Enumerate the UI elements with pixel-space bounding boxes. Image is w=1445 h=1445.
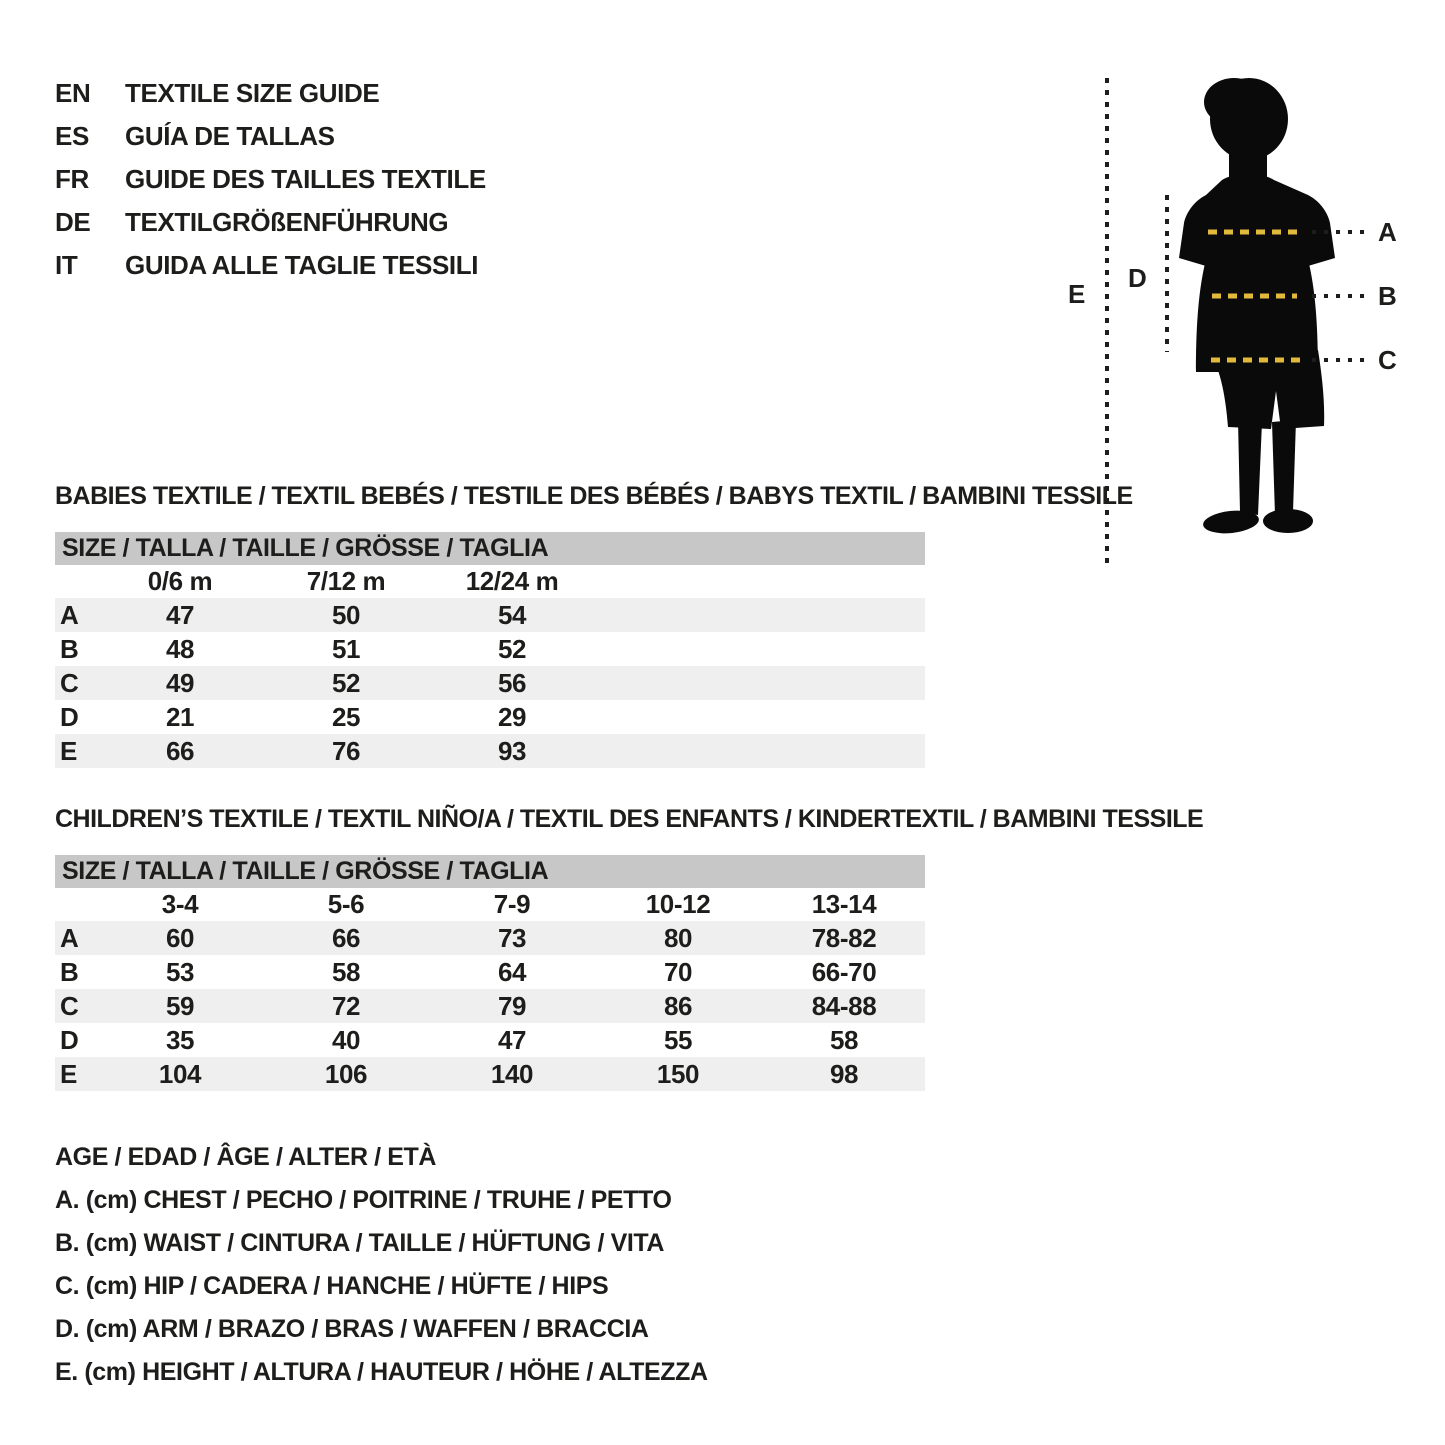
table-cell: 56 — [497, 667, 527, 698]
figure-label-e: E — [1068, 279, 1086, 309]
row-label: C — [60, 990, 79, 1021]
table-row — [55, 1057, 925, 1091]
table-cell: 35 — [165, 1024, 195, 1055]
row-label: C — [60, 667, 79, 698]
table-row — [55, 921, 925, 955]
table-cell: 58 — [829, 1024, 859, 1055]
lang-row-it — [55, 244, 486, 287]
table-cell: 54 — [497, 599, 527, 630]
lang-code-fr: FR — [55, 164, 89, 194]
table-cell: 48 — [165, 633, 195, 664]
table-cell: 70 — [663, 956, 693, 987]
table-cell: 140 — [490, 1058, 534, 1089]
table-cell: 66 — [165, 735, 195, 766]
row-label: A — [60, 599, 79, 630]
row-label: B — [60, 956, 79, 987]
children-col-header: 7-9 — [493, 889, 531, 919]
lang-code-es: ES — [55, 121, 89, 151]
table-cell: 98 — [829, 1058, 859, 1089]
children-col-header: 10-12 — [645, 889, 711, 919]
measurement-legend — [55, 1136, 708, 1394]
table-cell: 55 — [663, 1024, 693, 1055]
table-cell: 25 — [331, 701, 361, 732]
table-cell: 53 — [165, 956, 195, 987]
table-cell: 150 — [656, 1058, 700, 1089]
babies-size-header-bar: SIZE / TALLA / TAILLE / GRÖSSE / TAGLIA — [55, 532, 925, 565]
table-cell: 59 — [165, 990, 195, 1021]
table-row — [55, 598, 925, 632]
table-cell: 51 — [331, 633, 361, 664]
figure-label-a: A — [1378, 217, 1397, 247]
table-row — [55, 734, 925, 768]
legend-waist: B. (cm) WAIST / CINTURA / TAILLE / HÜFTUNG / VITA — [55, 1229, 665, 1257]
lang-row-es — [55, 115, 486, 158]
lang-row-fr — [55, 158, 486, 201]
table-row — [55, 632, 925, 666]
babies-col-header: 0/6 m — [147, 566, 213, 596]
table-cell: 66-70 — [811, 956, 877, 987]
figure-label-d: D — [1128, 263, 1147, 293]
children-col-header: 13-14 — [811, 889, 877, 919]
lang-title-en: TEXTILE SIZE GUIDE — [125, 78, 380, 108]
table-cell: 47 — [165, 599, 195, 630]
table-cell: 84-88 — [811, 990, 877, 1021]
language-title-list — [55, 72, 486, 287]
children-size-table — [55, 855, 925, 1091]
row-label: A — [60, 922, 79, 953]
lang-row-en — [55, 72, 486, 115]
lang-title-de: TEXTILGRÖßENFÜHRUNG — [125, 207, 449, 237]
table-cell: 21 — [165, 701, 195, 732]
table-cell: 29 — [497, 701, 527, 732]
child-silhouette-icon — [1179, 78, 1335, 536]
table-cell: 79 — [497, 990, 527, 1021]
table-cell: 104 — [158, 1058, 202, 1089]
table-cell: 50 — [331, 599, 361, 630]
lang-code-it: IT — [55, 250, 78, 280]
row-label: D — [60, 1024, 79, 1055]
table-cell: 49 — [165, 667, 195, 698]
table-cell: 86 — [663, 990, 693, 1021]
table-row — [55, 1023, 925, 1057]
babies-section-title: BABIES TEXTILE / TEXTIL BEBÉS / TESTILE DES BÉBÉS / BABYS TEXTIL / BAMBINI TESSILE — [55, 482, 1133, 510]
table-cell: 106 — [324, 1058, 368, 1089]
table-cell: 58 — [331, 956, 361, 987]
legend-arm: D. (cm) ARM / BRAZO / BRAS / WAFFEN / BRACCIA — [55, 1315, 649, 1343]
legend-chest: A. (cm) CHEST / PECHO / POITRINE / TRUHE / PETTO — [55, 1186, 672, 1214]
row-label: E — [60, 1058, 78, 1089]
table-row — [55, 666, 925, 700]
lang-row-de — [55, 201, 486, 244]
table-cell: 78-82 — [811, 922, 877, 953]
children-column-header-row — [55, 888, 925, 921]
babies-size-table — [55, 532, 925, 768]
row-label: E — [60, 735, 78, 766]
lang-title-fr: GUIDE DES TAILLES TEXTILE — [125, 164, 486, 194]
lang-code-de: DE — [55, 207, 91, 237]
table-cell: 66 — [331, 922, 361, 953]
figure-label-c: C — [1378, 345, 1397, 375]
babies-column-header-row — [55, 565, 925, 598]
lang-code-en: EN — [55, 78, 91, 108]
children-size-header-bar: SIZE / TALLA / TAILLE / GRÖSSE / TAGLIA — [55, 855, 925, 888]
table-cell: 80 — [663, 922, 693, 953]
children-section-title: CHILDREN’S TEXTILE / TEXTIL NIÑO/A / TEXTIL DES ENFANTS / KINDERTEXTIL / BAMBINI TESSILE — [55, 805, 1204, 833]
table-cell: 76 — [331, 735, 361, 766]
table-row — [55, 955, 925, 989]
lang-title-it: GUIDA ALLE TAGLIE TESSILI — [125, 250, 479, 280]
row-label: D — [60, 701, 79, 732]
legend-hip: C. (cm) HIP / CADERA / HANCHE / HÜFTE / HIPS — [55, 1272, 609, 1300]
table-cell: 60 — [165, 922, 195, 953]
babies-col-header: 7/12 m — [306, 566, 386, 596]
table-cell: 40 — [331, 1024, 361, 1055]
table-cell: 52 — [331, 667, 361, 698]
table-row — [55, 700, 925, 734]
children-col-header: 5-6 — [327, 889, 365, 919]
table-row — [55, 989, 925, 1023]
lang-title-es: GUÍA DE TALLAS — [125, 121, 335, 151]
legend-age: AGE / EDAD / ÂGE / ALTER / ETÀ — [55, 1143, 437, 1171]
table-cell: 47 — [497, 1024, 527, 1055]
legend-height: E. (cm) HEIGHT / ALTURA / HAUTEUR / HÖHE / ALTEZZA — [55, 1358, 708, 1386]
children-col-header: 3-4 — [161, 889, 199, 919]
table-cell: 64 — [497, 956, 527, 987]
row-label: B — [60, 633, 79, 664]
figure-label-b: B — [1378, 281, 1397, 311]
table-cell: 93 — [497, 735, 527, 766]
table-cell: 73 — [497, 922, 527, 953]
table-cell: 72 — [331, 990, 361, 1021]
table-cell: 52 — [497, 633, 527, 664]
babies-col-header: 12/24 m — [465, 566, 559, 596]
